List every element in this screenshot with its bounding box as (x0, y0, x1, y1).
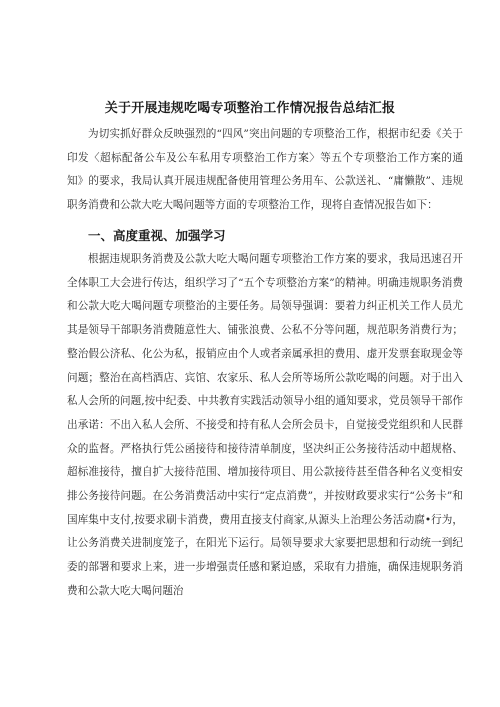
intro-paragraph: 为切实抓好群众反映强烈的“四风”突出问题的专项整治工作，根据市纪委《关于印发〈超标配备公车及公车私用专项整治工作方案〉等五个专项整治工作方案的通知》的要求，我局认真开展违规配备使用管理公务用车、公款送礼、“庸懒散”、违规职务消费和公款大吃大喝问题等方面的专项整治工作，现将自查情况报告如下： (67, 128, 463, 212)
section-body-paragraph: 根据违规职务消费及公款大吃大喝问题专项整治工作方案的要求，我局迅速召开全体职工大会进行传达，组织学习了“五个专项整治方案”的精神。明确违规职务消费和公款大吃大喝问题专项整治的主要任务。局领导强调：要着力纠正机关工作人员尤其是领导干部职务消费随意性大、铺张浪费、公私不分等问题，规范职务消费行为；整治假公济私、化公为私，报销应由个人或者亲属承担的费用、虚开发票套取现金等问题；整治在高档酒店、宾馆、农家乐、私人会所等场所公款吃喝的问题。对于出入私人会所的问题,按中纪委、中共教育实践活动领导小组的通知要求，党员领导干部作出承诺：不出入私人会所、不接受和持有私人会所会员卡，自觉接受党组织和人民群众的监督。严格执行凭公函接待和接待清单制度，坚决纠正公务接待活动中超规格、超标准接待，擅自扩大接待范围、增加接待项目、用公款接待甚至借各种名义变相安排公务接待问题。在公务消费活动中实行“定点消费”，并按财政要求实行“公务卡”和国库集中支付,按要求刷卡消费，费用直接支付商家,从源头上治理公务活动腐•行为，让公务消费关进制度笼子，在阳光下运行。局领导要求大家要把思想和行动统一到纪委的部署和要求上来，进一步增强责任感和紧迫感，采取有力措施，确保违规职务消费和公款大吃大喝问题治 (67, 253, 463, 597)
document-title: 关于开展违规吃喝专项整治工作情况报告总结汇报 (104, 100, 396, 116)
section-heading: 一、高度重视、加强学习 (88, 228, 226, 243)
